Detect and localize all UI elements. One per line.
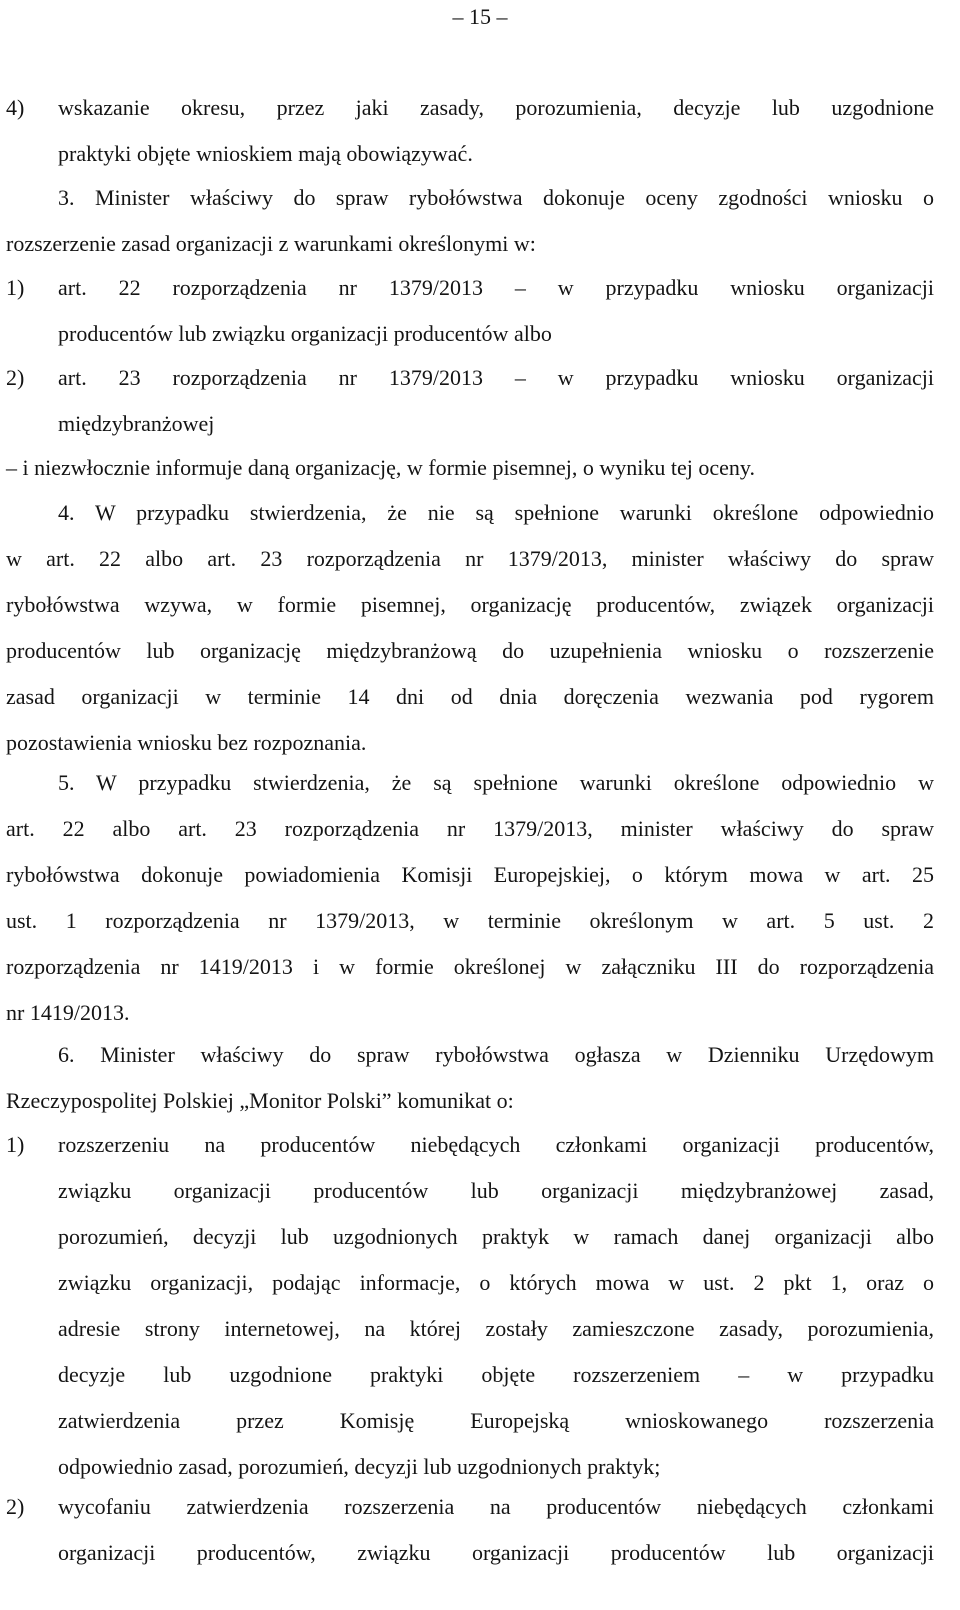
text-line: art. 22 rozporządzenia nr 1379/2013 – w przypadku wniosku organizacji — [58, 275, 934, 300]
text-line: 3. Minister właściwy do spraw rybołówstwa dokonuje oceny zgodności wniosku o — [58, 185, 934, 210]
paragraph-3-tail — [6, 452, 934, 483]
text-line: 5. W przypadku stwierdzenia, że są spełnione warunki określone odpowiednio w — [58, 770, 934, 795]
text-line: producentów lub organizację międzybranżową do uzupełnienia wniosku o rozszerzenie — [6, 638, 934, 663]
text-line: art. 23 rozporządzenia nr 1379/2013 – w przypadku wniosku organizacji — [58, 365, 934, 390]
text-line: 4. W przypadku stwierdzenia, że nie są spełnione warunki określone odpowiednio — [58, 500, 934, 525]
text-line: praktyki objęte wnioskiem mają obowiązywać. — [58, 141, 473, 166]
text-line: wycofaniu zatwierdzenia rozszerzenia na producentów niebędących członkami — [58, 1494, 934, 1519]
text-line: adresie strony internetowej, na której zostały zamieszczone zasady, porozumienia, — [58, 1316, 934, 1341]
text-line: Rzeczypospolitej Polskiej „Monitor Polski” komunikat o: — [6, 1088, 514, 1113]
paragraph-3 — [6, 182, 934, 259]
item-number: 2) — [6, 365, 25, 390]
text-line: decyzje lub uzgodnione praktyki objęte rozszerzeniem – w przypadku — [58, 1362, 934, 1387]
item-number: 2) — [6, 1494, 25, 1519]
text-line: 6. Minister właściwy do spraw rybołówstwa ogłasza w Dzienniku Urzędowym — [58, 1042, 934, 1067]
paragraph-4 — [6, 497, 934, 758]
paragraph-6 — [6, 1039, 934, 1116]
text-line: organizacji producentów, związku organizacji producentów lub organizacji — [58, 1540, 934, 1565]
text-line: pozostawienia wniosku bez rozpoznania. — [6, 730, 367, 755]
item-number: 4) — [6, 95, 25, 120]
text-line: związku organizacji, podając informacje, o których mowa w ust. 2 pkt 1, oraz o — [58, 1270, 934, 1295]
text-line: rozporządzenia nr 1419/2013 i w formie określonej w załączniku III do rozporządzenia — [6, 954, 934, 979]
text-line: porozumień, decyzji lub uzgodnionych praktyk w ramach danej organizacji albo — [58, 1224, 934, 1249]
text-line: odpowiednio zasad, porozumień, decyzji lub uzgodnionych praktyk; — [58, 1454, 661, 1479]
item-number: 1) — [6, 1132, 25, 1157]
text-line: rozszerzenie zasad organizacji z warunkami określonymi w: — [6, 231, 536, 256]
text-line: w art. 22 albo art. 23 rozporządzenia nr 1379/2013, minister właściwy do spraw — [6, 546, 934, 571]
text-line: ust. 1 rozporządzenia nr 1379/2013, w terminie określonym w art. 5 ust. 2 — [6, 908, 934, 933]
text-line: nr 1419/2013. — [6, 1000, 130, 1025]
text-line: związku organizacji producentów lub organizacji międzybranżowej zasad, — [58, 1178, 934, 1203]
text-line: producentów lub związku organizacji producentów albo — [58, 321, 552, 346]
text-line: międzybranżowej — [58, 411, 215, 436]
text-line: zatwierdzenia przez Komisję Europejską wnioskowanego rozszerzenia — [58, 1408, 934, 1433]
text-line: art. 22 albo art. 23 rozporządzenia nr 1379/2013, minister właściwy do spraw — [6, 816, 934, 841]
item-number: 1) — [6, 275, 25, 300]
text-line: rybołówstwa dokonuje powiadomienia Komisji Europejskiej, o którym mowa w art. 25 — [6, 862, 934, 887]
paragraph-5 — [6, 767, 934, 1028]
text-line: rozszerzeniu na producentów niebędących członkami organizacji producentów, — [58, 1132, 934, 1157]
page-number: – 15 – — [452, 4, 508, 29]
text-line: wskazanie okresu, przez jaki zasady, porozumienia, decyzje lub uzgodnione — [58, 95, 934, 120]
text-line: – i niezwłocznie informuje daną organizację, w formie pisemnej, o wyniku tej oceny. — [6, 455, 755, 480]
text-line: zasad organizacji w terminie 14 dni od dnia doręczenia wezwania pod rygorem — [6, 684, 934, 709]
text-line: rybołówstwa wzywa, w formie pisemnej, organizację producentów, związek organizacji — [6, 592, 934, 617]
